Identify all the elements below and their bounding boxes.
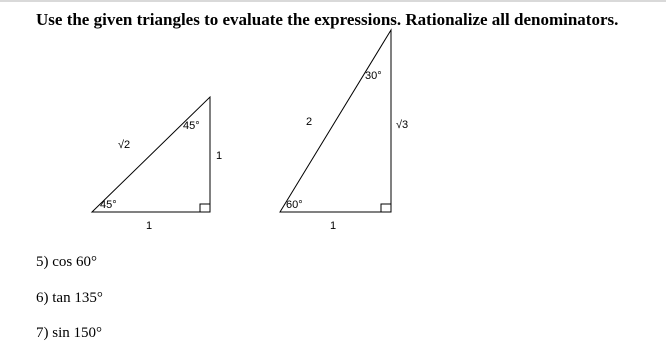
hypotenuse-label: 2 bbox=[306, 116, 313, 128]
question-5 bbox=[36, 254, 97, 271]
hypotenuse-label: √2 bbox=[118, 139, 131, 151]
angle-bottom-label: 60° bbox=[286, 199, 303, 211]
triangle-30-60-outline bbox=[280, 30, 391, 212]
leg-right-label: √3 bbox=[396, 119, 409, 131]
triangle-45-outline bbox=[92, 97, 210, 212]
angle-top-label: 45° bbox=[183, 120, 200, 132]
question-text: sin 150° bbox=[52, 325, 103, 341]
question-text: cos 60° bbox=[52, 254, 97, 270]
question-7 bbox=[36, 325, 102, 342]
leg-bottom-label: 1 bbox=[330, 220, 337, 232]
leg-right-label: 1 bbox=[216, 150, 223, 162]
right-angle-marker bbox=[381, 204, 391, 212]
question-number: 7) bbox=[36, 325, 49, 341]
leg-bottom-label: 1 bbox=[146, 220, 153, 232]
triangle-30-60-90 bbox=[280, 30, 408, 232]
question-text: tan 135° bbox=[52, 290, 103, 306]
angle-bottom-label: 45° bbox=[100, 199, 117, 211]
question-6 bbox=[36, 290, 103, 307]
right-angle-marker bbox=[200, 204, 210, 212]
question-number: 6) bbox=[36, 290, 49, 306]
instructions-heading: Use the given triangles to evaluate the expressions. Rationalize all denominators. bbox=[36, 10, 619, 29]
angle-top-label: 30° bbox=[365, 70, 382, 82]
triangle-45-45-90 bbox=[92, 97, 222, 232]
question-number: 5) bbox=[36, 254, 49, 270]
